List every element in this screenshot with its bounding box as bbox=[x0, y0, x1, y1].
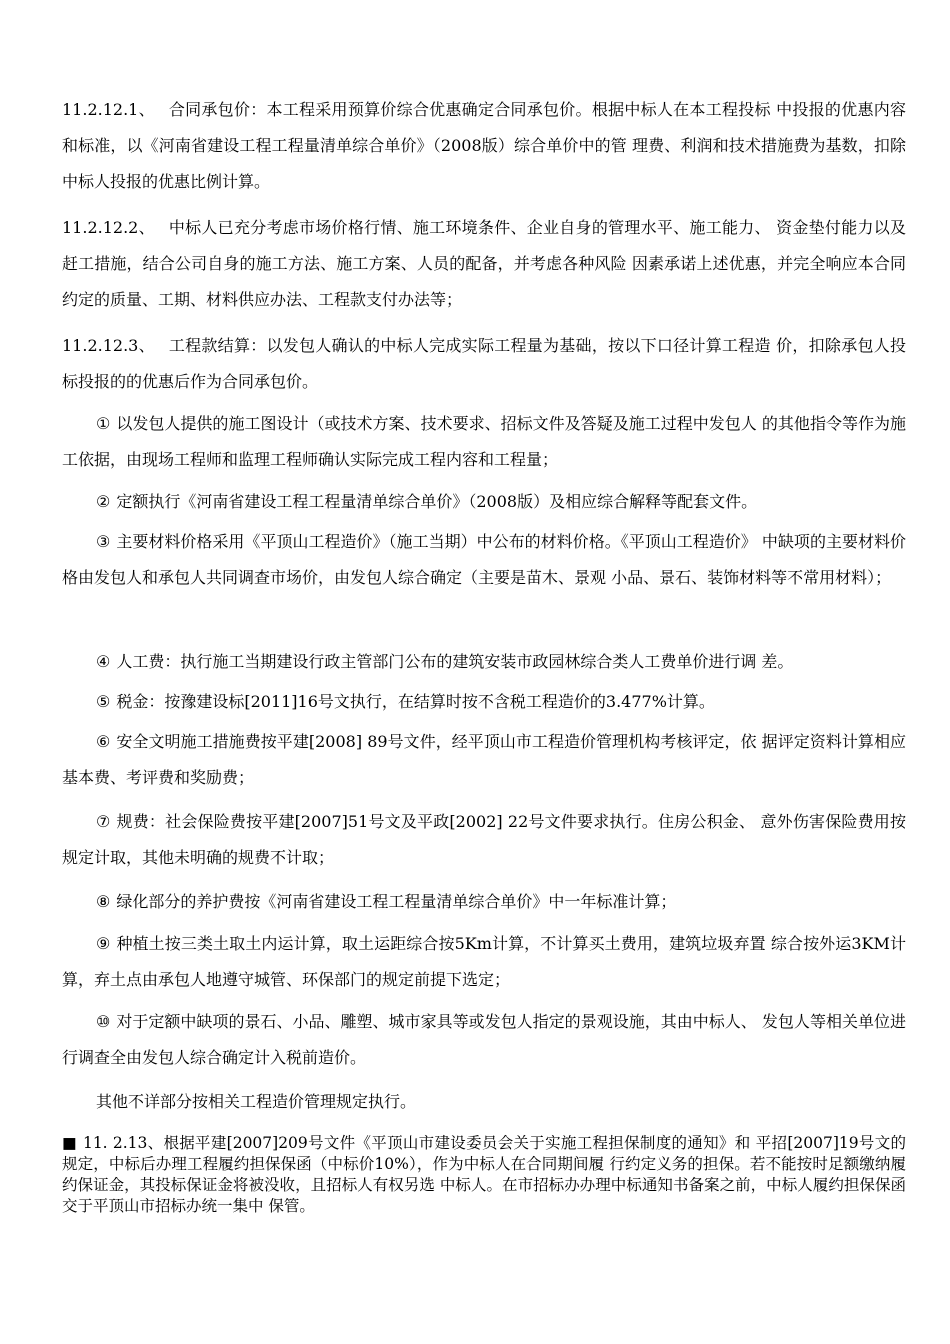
clause-11-2-12-1 bbox=[62, 92, 906, 200]
item-text: 种植土按三类土取土内运计算，取土运距综合按5Km计算，不计算买土费用，建筑垃圾弃置 综合按外运3KM计算，弃土点由承包人地遵守城管、环保部门的规定前提下选定； bbox=[62, 934, 906, 989]
list-item-8 bbox=[62, 884, 906, 920]
clause-text: 根据平建[2007]209号文件《平顶山市建设委员会关于实施工程担保制度的通知》和 平招[2007]19号文的规定，中标后办理工程履约担保保函（中标价10%），作为中标人在合同期间履 行约定义务的担保。若不能按时足额缴纳履约保证金，其投标保证金将被没收，且招标人有权另选 中标人。在市招标办办理中标通知书备案之前，中标人履约担保保函交于平顶山市招标办统一集中 保管。 bbox=[62, 1134, 906, 1215]
item-marker: ⑦ bbox=[96, 812, 111, 831]
item-marker: ④ bbox=[96, 652, 111, 671]
clause-number: 11. 2.13、 bbox=[82, 1134, 164, 1152]
clause-text: 工程款结算：以发包人确认的中标人完成实际工程量为基础，按以下口径计算工程造 价，扣除承包人投标投报的的优惠后作为合同承包价。 bbox=[62, 336, 906, 391]
clause-11-2-12-2 bbox=[62, 210, 906, 318]
item-marker: ⑩ bbox=[96, 1012, 111, 1031]
clause-number: 11.2.12.1、 bbox=[62, 100, 155, 119]
closing-text: 其他不详部分按相关工程造价管理规定执行。 bbox=[96, 1092, 417, 1111]
list-item-7 bbox=[62, 804, 906, 876]
clause-number: 11.2.12.3、 bbox=[62, 336, 155, 355]
item-marker: ① bbox=[96, 414, 111, 433]
item-text: 安全文明施工措施费按平建[2008] 89号文件，经平顶山市工程造价管理机构考核评定，依 据评定资料计算相应基本费、考评费和奖励费； bbox=[62, 732, 906, 787]
clause-text: 合同承包价：本工程采用预算价综合优惠确定合同承包价。根据中标人在本工程投标 中投报的优惠内容和标准，以《河南省建设工程工程量清单综合单价》（2008版）综合单价中的管 理费、利润和技术措施费为基数，扣除中标人投报的优惠比例计算。 bbox=[62, 100, 906, 191]
list-item-1 bbox=[62, 406, 906, 478]
item-marker: ⑧ bbox=[96, 892, 111, 911]
clause-text: 中标人已充分考虑市场价格行情、施工环境条件、企业自身的管理水平、施工能力、 资金垫付能力以及赶工措施，结合公司自身的施工方法、施工方案、人员的配备，并考虑各种风险 因素承诺上述优惠，并完全响应本合同约定的质量、工期、材料供应办法、工程款支付办法等； bbox=[62, 218, 906, 309]
item-text: 税金：按豫建设标[2011]16号文执行，在结算时按不含税工程造价的3.477%计算。 bbox=[116, 692, 715, 711]
item-text: 规费：社会保险费按平建[2007]51号文及平政[2002] 22号文件要求执行。住房公积金、 意外伤害保险费用按规定计取，其他未明确的规费不计取； bbox=[62, 812, 906, 867]
item-text: 主要材料价格采用《平顶山工程造价》（施工当期）中公布的材料价格。《平顶山工程造价》 中缺项的主要材料价格由发包人和承包人共同调查市场价，由发包人综合确定（主要是苗木、景观 小品、景石、装饰材料等不常用材料）； bbox=[62, 532, 906, 587]
list-item-2 bbox=[62, 484, 906, 520]
item-marker: ⑨ bbox=[96, 934, 111, 953]
list-item-3 bbox=[62, 524, 906, 596]
item-text: 以发包人提供的施工图设计（或技术方案、技术要求、招标文件及答疑及施工过程中发包人 的其他指令等作为施工依据，由现场工程师和监理工程师确认实际完成工程内容和工程量； bbox=[62, 414, 906, 469]
item-marker: ③ bbox=[96, 532, 111, 551]
list-item-5 bbox=[62, 684, 906, 720]
item-marker: ② bbox=[96, 492, 111, 511]
item-text: 定额执行《河南省建设工程工程量清单综合单价》（2008版）及相应综合解释等配套文件。 bbox=[116, 492, 758, 511]
item-marker: ⑥ bbox=[96, 732, 111, 751]
item-text: 人工费：执行施工当期建设行政主管部门公布的建筑安装市政园林综合类人工费单价进行调 差。 bbox=[116, 652, 794, 671]
list-item-9 bbox=[62, 926, 906, 998]
item-marker: ⑤ bbox=[96, 692, 111, 711]
item-text: 绿化部分的养护费按《河南省建设工程工程量清单综合单价》中一年标准计算； bbox=[116, 892, 677, 911]
item-text: 对于定额中缺项的景石、小品、雕塑、城市家具等或发包人指定的景观设施，其由中标人、 发包人等相关单位进行调查全由发包人综合确定计入税前造价。 bbox=[62, 1012, 906, 1067]
list-item-4 bbox=[62, 644, 906, 680]
clause-11-2-12-3 bbox=[62, 328, 906, 400]
clause-number: 11.2.12.2、 bbox=[62, 218, 155, 237]
bullet-square-icon: ■ bbox=[62, 1134, 77, 1152]
clause-11-2-13 bbox=[62, 1133, 906, 1217]
list-item-6 bbox=[62, 724, 906, 796]
list-item-10 bbox=[62, 1004, 906, 1076]
